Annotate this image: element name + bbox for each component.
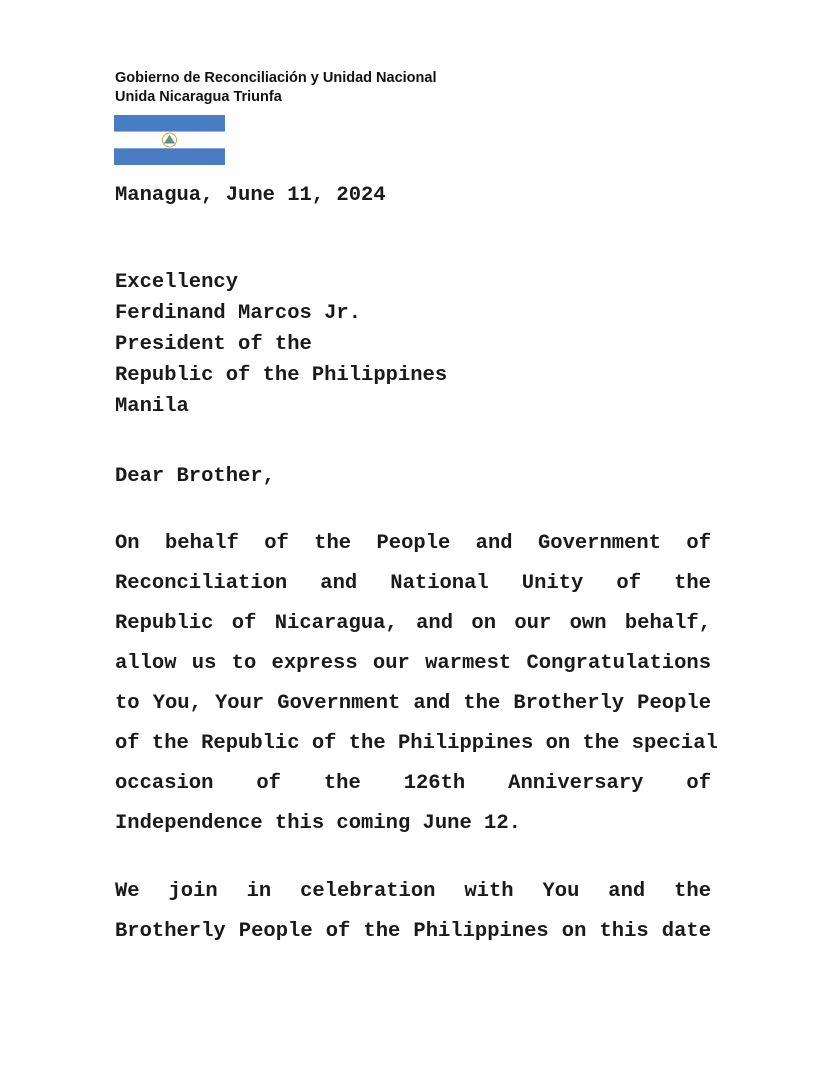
body-paragraph-2	[115, 872, 711, 952]
paragraph-line: Independence this coming June 12.	[115, 812, 521, 835]
flag-top-stripe	[114, 115, 225, 132]
paragraph-line: We join in celebration with You and the	[115, 880, 711, 903]
paragraph-line: On behalf of the People and Government of	[115, 532, 711, 555]
paragraph-line: allow us to express our warmest Congratulations	[115, 652, 711, 675]
body-paragraph-1	[115, 524, 718, 844]
letter-date: Managua, June 11, 2024	[115, 184, 386, 207]
letterhead-motto: Unida Nicaragua Triunfa	[115, 89, 282, 105]
paragraph-line: Brotherly People of the Philippines on this date	[115, 920, 711, 943]
recipient-line: Republic of the Philippines	[115, 364, 448, 387]
paragraph-line: to You, Your Government and the Brotherly People	[115, 692, 711, 715]
paragraph-line: Republic of Nicaragua, and on our own behalf,	[115, 612, 711, 635]
paragraph-line: of the Republic of the Philippines on the special	[115, 732, 718, 755]
recipient-line: President of the	[115, 333, 312, 356]
nicaragua-flag-icon	[114, 115, 225, 165]
recipient-line: Excellency	[115, 271, 239, 294]
recipient-line: Ferdinand Marcos Jr.	[115, 302, 362, 325]
letterhead-government-name: Gobierno de Reconciliación y Unidad Nacional	[115, 70, 437, 86]
salutation: Dear Brother,	[115, 465, 275, 488]
letterhead	[115, 69, 436, 107]
paragraph-line: Reconciliation and National Unity of the	[115, 572, 711, 595]
flag-bottom-stripe	[114, 148, 225, 165]
recipient-line: Manila	[115, 395, 189, 418]
paragraph-line: occasion of the 126th Anniversary of	[115, 772, 711, 795]
recipient-block	[115, 267, 447, 422]
